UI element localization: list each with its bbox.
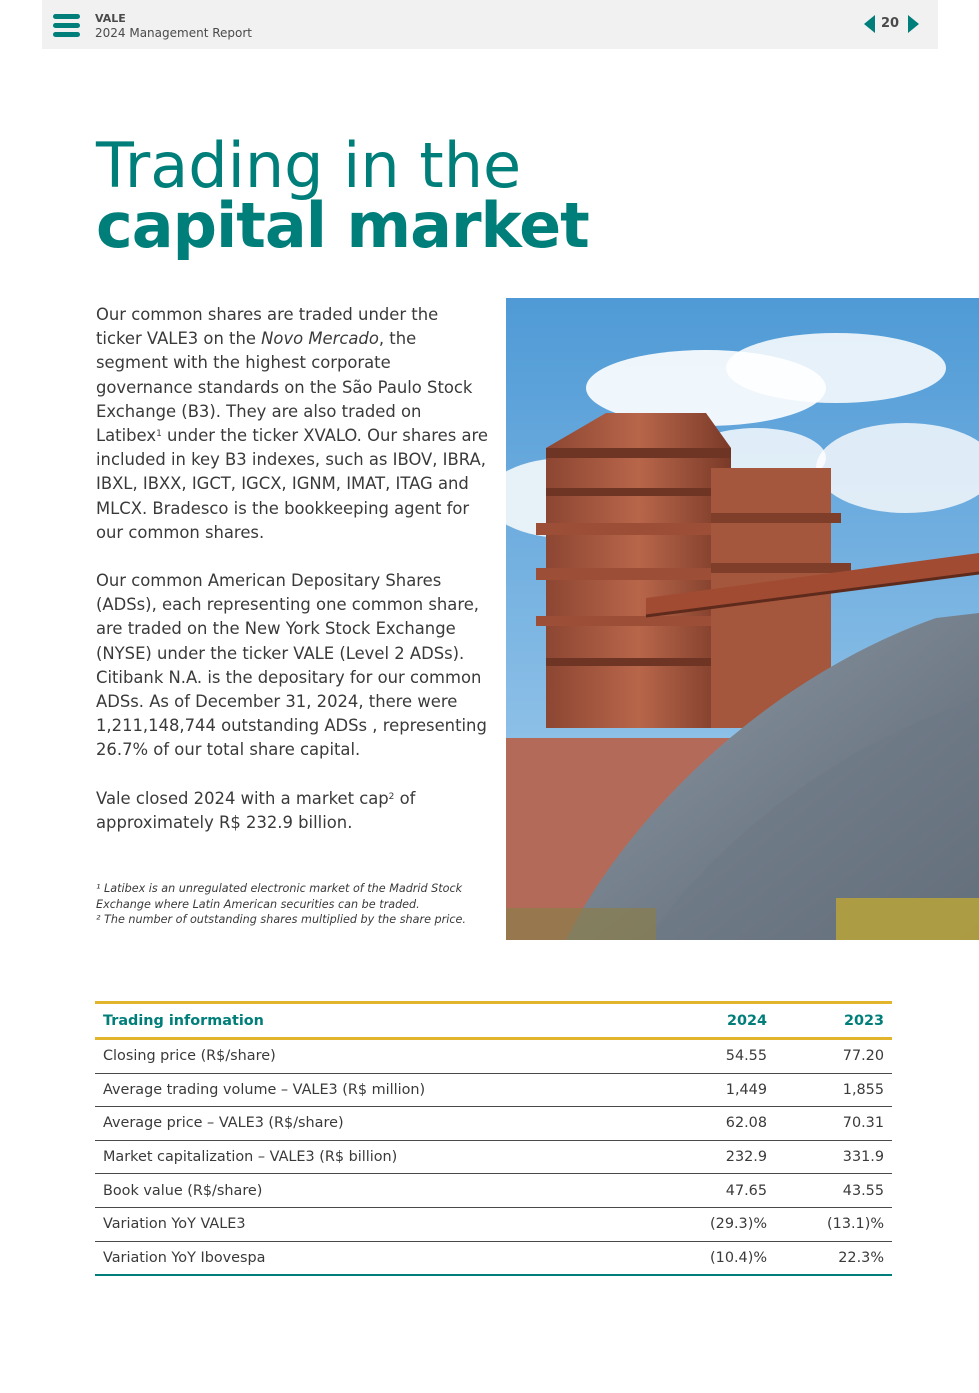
value-2024: 232.9	[641, 1140, 775, 1174]
value-2023: 331.9	[775, 1140, 892, 1174]
value-2024: 1,449	[641, 1073, 775, 1107]
footnote-2: ² The number of outstanding shares multiplied by the share price.	[96, 913, 466, 926]
table-row	[95, 1174, 892, 1208]
page-title-line2: capital market	[96, 189, 589, 262]
value-2024: (10.4)%	[641, 1241, 775, 1275]
value-2023: (13.1)%	[775, 1207, 892, 1241]
value-2023: 22.3%	[775, 1241, 892, 1275]
row-label: Variation YoY Ibovespa	[95, 1241, 641, 1275]
previous-page-icon[interactable]	[864, 15, 875, 33]
paragraph-1-text-c: under the ticker XVALO. Our shares are included in key B3 indexes, such as IBOV, IBRA, IBXL, IBXX, IGCT, IGCX, IGNM, IMAT, ITAG and MLCX. Bradesco is the bookkeeping agent for our common shares.	[96, 426, 488, 542]
header-2024: 2024	[641, 1003, 775, 1039]
value-2023: 70.31	[775, 1107, 892, 1141]
paragraph-3-text-b: of approximately R$ 232.9 billion.	[96, 788, 416, 832]
header-trading-information: Trading information	[95, 1003, 641, 1039]
value-2023: 77.20	[775, 1039, 892, 1074]
footnote-ref-1[interactable]: 1	[156, 429, 162, 440]
value-2024: 47.65	[641, 1174, 775, 1208]
paragraph-1-text: Our common shares are traded under the ticker VALE3 on the	[96, 305, 439, 349]
hamburger-menu-icon[interactable]	[53, 14, 80, 38]
row-label: Closing price (R$/share)	[95, 1039, 641, 1074]
row-label: Variation YoY VALE3	[95, 1207, 641, 1241]
footnotes	[96, 881, 488, 928]
paragraph-1	[96, 303, 488, 545]
row-label: Market capitalization – VALE3 (R$ billion)	[95, 1140, 641, 1174]
page-title-line1: Trading in the	[96, 129, 522, 202]
next-page-icon[interactable]	[908, 15, 919, 33]
value-2024: 54.55	[641, 1039, 775, 1074]
table-row	[95, 1107, 892, 1141]
paragraph-3-text: Vale closed 2024 with a market cap	[96, 788, 389, 808]
body-text	[96, 303, 488, 859]
paragraph-3	[96, 787, 488, 835]
table-row	[95, 1140, 892, 1174]
paragraph-1-text-b: , the segment with the highest corporate governance standards on the São Paulo Stock Exchange (B3). They are also traded on Latibex	[96, 329, 473, 446]
table-row	[95, 1073, 892, 1107]
report-title: 2024 Management Report	[95, 26, 252, 40]
value-2024: 62.08	[641, 1107, 775, 1141]
page-number: 20	[880, 16, 900, 31]
footnote-ref-2[interactable]: 2	[388, 791, 395, 802]
table-row	[95, 1241, 892, 1275]
top-bar	[42, 0, 938, 49]
table-row	[95, 1039, 892, 1074]
industrial-plant-photo	[506, 298, 979, 940]
table-row	[95, 1207, 892, 1241]
trading-information-table	[95, 1001, 892, 1276]
row-label: Average price – VALE3 (R$/share)	[95, 1107, 641, 1141]
paragraph-2: Our common American Depositary Shares (ADSs), each representing one common share, are traded on the New York Stock Exchange (NYSE) under the ticker VALE (Level 2 ADSs). Citibank N.A. is the depositary for our common ADSs. As of December 31, 2024, there were 1,211,148,744 outstanding ADSs , representing 26.7% of our total share capital.	[96, 571, 487, 760]
brand-name: VALE	[95, 12, 126, 25]
novo-mercado-term: Novo Mercado	[261, 329, 379, 349]
table-header-row	[95, 1003, 892, 1039]
row-label: Book value (R$/share)	[95, 1174, 641, 1208]
value-2023: 1,855	[775, 1073, 892, 1107]
row-label: Average trading volume – VALE3 (R$ million)	[95, 1073, 641, 1107]
header-2023: 2023	[775, 1003, 892, 1039]
value-2024: (29.3)%	[641, 1207, 775, 1241]
value-2023: 43.55	[775, 1174, 892, 1208]
footnote-1: ¹ Latibex is an unregulated electronic market of the Madrid Stock Exchange where Latin American securities can be traded.	[96, 882, 463, 911]
